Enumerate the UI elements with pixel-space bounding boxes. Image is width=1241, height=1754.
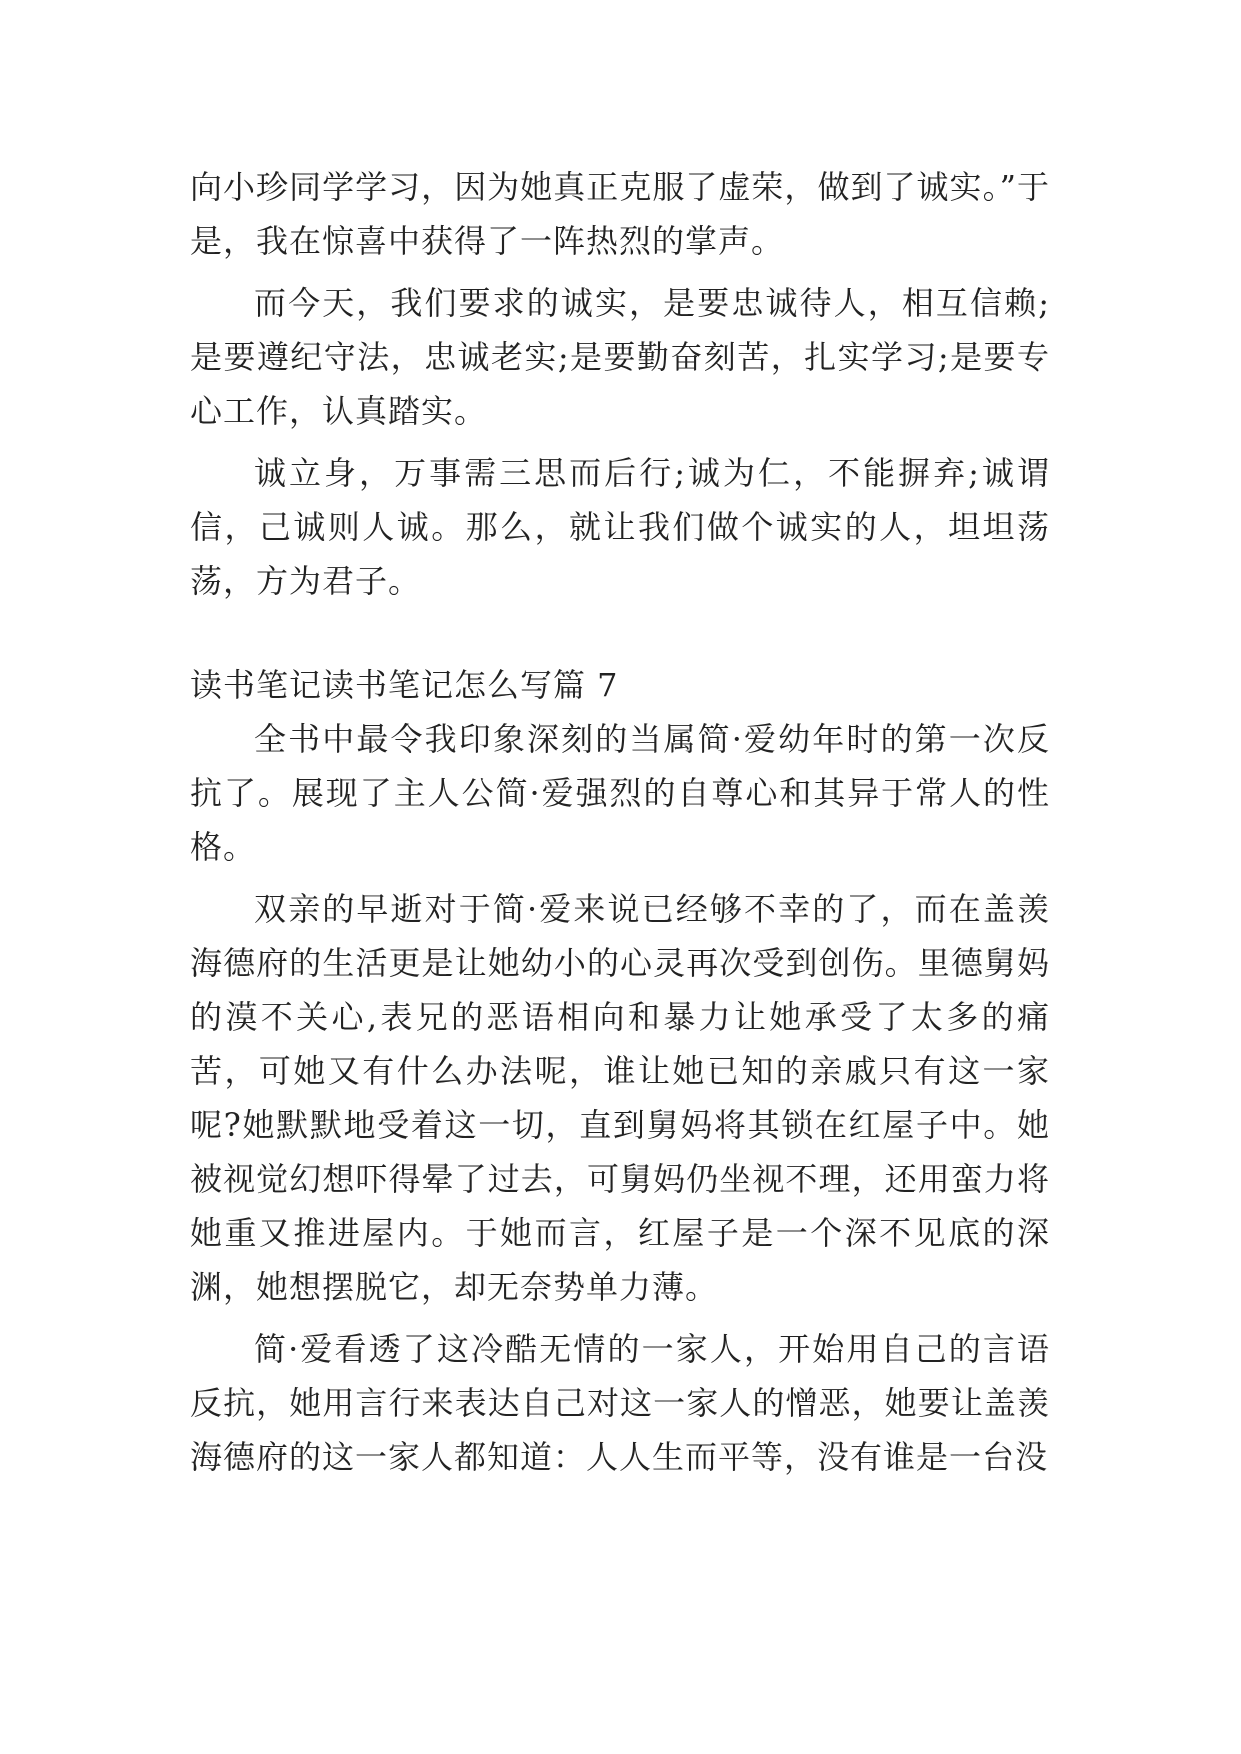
paragraph-continuation: 向小珍同学学习，因为她真正克服了虚荣，做到了诚实。”于是，我在惊喜中获得了一阵热烈的掌声。 bbox=[190, 168, 1050, 260]
paragraph-honesty-conclusion: 诚立身，万事需三思而后行;诚为仁，不能摒弃;诚谓信，己诚则人诚。那么，就让我们做个诚实的人，坦坦荡荡，方为君子。 bbox=[190, 454, 1050, 600]
paragraph-jane-eyre-intro: 全书中最令我印象深刻的当属简·爱幼年时的第一次反抗了。展现了主人公简·爱强烈的自尊心和其异于常人的性格。 bbox=[190, 720, 1050, 866]
document-body bbox=[190, 160, 1050, 1492]
paragraph-honesty-today: 而今天，我们要求的诚实，是要忠诚待人，相互信赖;是要遵纪守法，忠诚老实;是要勤奋刻苦，扎实学习;是要专心工作，认真踏实。 bbox=[190, 284, 1050, 430]
paragraph-jane-eyre-childhood: 双亲的早逝对于简·爱来说已经够不幸的了，而在盖羡海德府的生活更是让她幼小的心灵再次受到创伤。里德舅妈的漠不关心,表兄的恶语相向和暴力让她承受了太多的痛苦，可她又有什么办法呢，谁让她已知的亲戚只有这一家呢?她默默地受着这一切，直到舅妈将其锁在红屋子中。她被视觉幻想吓得晕了过去，可舅妈仍坐视不理，还用蛮力将她重又推进屋内。于她而言，红屋子是一个深不见底的深渊，她想摆脱它，却无奈势单力薄。 bbox=[190, 890, 1050, 1306]
section-title: 读书笔记读书笔记怎么写篇 7 bbox=[190, 666, 619, 704]
paragraph-jane-eyre-resistance: 简·爱看透了这冷酷无情的一家人，开始用自己的言语反抗，她用言行来表达自己对这一家人的憎恶，她要让盖羡海德府的这一家人都知道：人人生而平等，没有谁是一台没 bbox=[190, 1330, 1050, 1476]
